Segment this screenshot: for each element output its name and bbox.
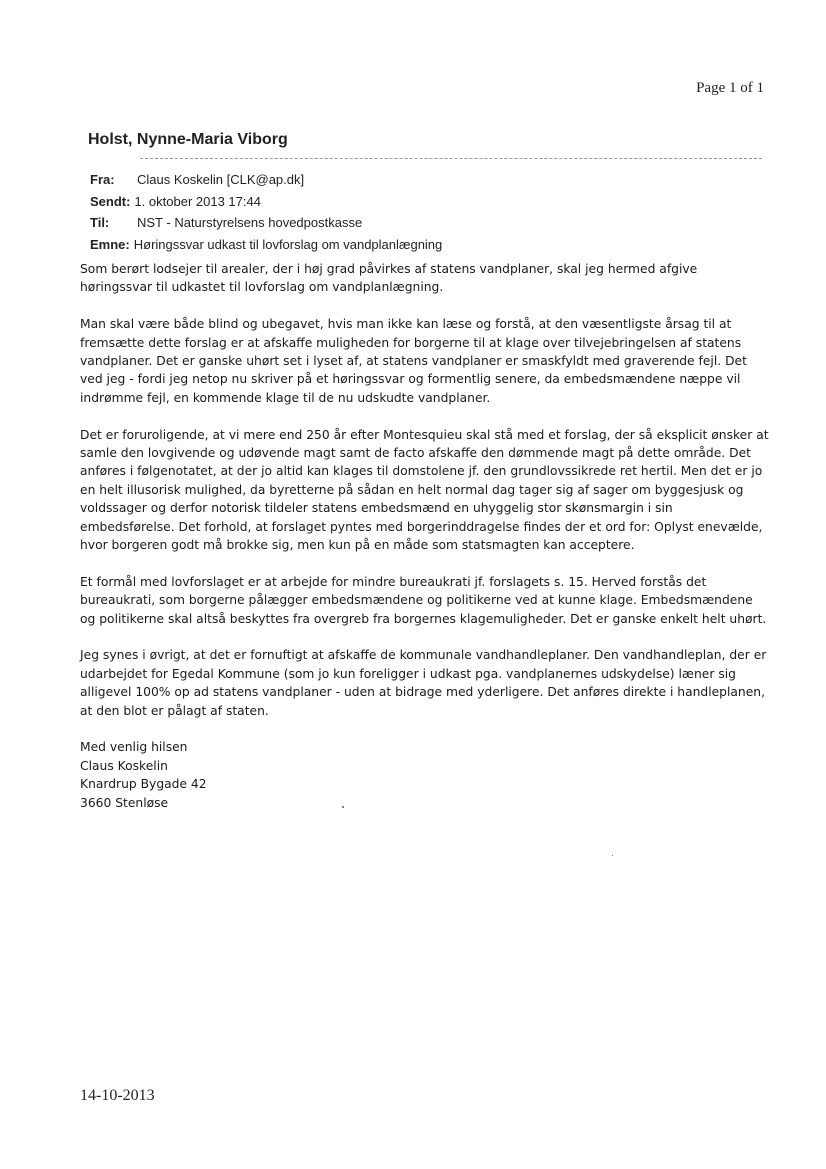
sent-row (90, 191, 442, 213)
email-body (80, 260, 770, 812)
email-headers (90, 169, 442, 255)
subject-value: Høringssvar udkast til lovforslag om vandplanlægning (133, 236, 443, 252)
signature-name: Claus Koskelin (80, 758, 168, 773)
to-label: Til: (90, 215, 110, 230)
body-paragraph-5: Jeg synes i øvrigt, at det er fornuftigt at afskaffe de kommunale vandhandleplaner. Den vandhandleplan, der er udarbejdet for Egedal Kommune (som jo kun foreligger i udkast pga. vandplanernes udskydelse) læner sig alligevel 100% op ad statens vandplaner - uden at bidrage med yderligere. Det anføres direkte i handleplanen, at den blot er pålagt af staten. (80, 648, 767, 718)
body-paragraph-2: Man skal være både blind og ubegavet, hvis man ikke kan læse og forstå, at den væsentligste årsag til at fremsætte dette forslag er at afskaffe muligheden for borgerne til at klage over tilvejebringelsen af statens vandplaner. Det er ganske uhørt set i lyset af, at statens vandplaner er smaskfyldt med graverende fejl. Det ved jeg - fordi jeg netop nu skriver på et høringssvar og formentlig senere, da embedsmændene næppe vil indrømme fejl, en kommende klage til de nu udskudte vandplaner. (80, 317, 747, 405)
sent-value: 1. oktober 2013 17:44 (134, 193, 261, 209)
body-paragraph-3: Det er foruroligende, at vi mere end 250 år efter Montesquieu skal stå med et forslag, der så eksplicit ønsker at samle den lovgivende og udøvende magt samt de facto afskaffe den dømmende magt på dette område. Det anføres i følgenotatet, at der jo altid kan klages til domstolene jf. den grundlovssikrede ret hertil. Men det er jo en helt illusorisk mulighed, da byretterne på sådan en helt normal dag tager sig af sager om byggesjusk og voldssager og derfor notorisk tildeler statens embedsmænd en uhyggelig stor skønsmargin i sin embedsførelse. Det forhold, at forslaget pyntes med borgerinddragelse findes der et ord for: Oplyst enevælde, hvor borgeren godt må brokke sig, men kun på en måde som statsmagten kan acceptere. (80, 427, 769, 553)
body-paragraph-4: Et formål med lovforslaget er at arbejde for mindre bureaukrati jf. forslagets s. 15. Herved forstås det bureaukrati, som borgerne pålægger embedsmændene og politikerne ved at kunne klage. Embedsmændene og politikerne skal altså beskyttes fra overgreb fra borgernes klagemuligheder. Det er ganske enkelt helt uhørt. (80, 574, 767, 626)
from-value: Claus Koskelin [CLK@ap.dk] (137, 172, 305, 187)
page-number: Page 1 of 1 (696, 80, 764, 96)
subject-row (90, 234, 442, 256)
signature-city: 3660 Stenløse (80, 795, 169, 810)
signature-block (80, 738, 770, 812)
footer-date: 14-10-2013 (80, 1087, 155, 1104)
header-divider (140, 158, 762, 159)
signature-closing: Med venlig hilsen (80, 740, 188, 755)
from-row (90, 169, 442, 191)
to-value: NST - Naturstyrelsens hovedpostkasse (137, 215, 363, 230)
to-row (90, 212, 442, 234)
scan-speck (612, 855, 613, 856)
signature-street: Knardrup Bygade 42 (80, 777, 207, 792)
sent-label: Sendt: (90, 193, 131, 209)
from-label: Fra: (90, 172, 115, 187)
sender-name: Holst, Nynne-Maria Viborg (88, 131, 288, 148)
body-paragraph-1: Som berørt lodsejer til arealer, der i høj grad påvirkes af statens vandplaner, skal jeg hermed afgive høringssvar til udkastet til lovforslag om vandplanlægning. (80, 262, 698, 295)
scan-speck (342, 806, 344, 808)
subject-label: Emne: (90, 236, 130, 252)
